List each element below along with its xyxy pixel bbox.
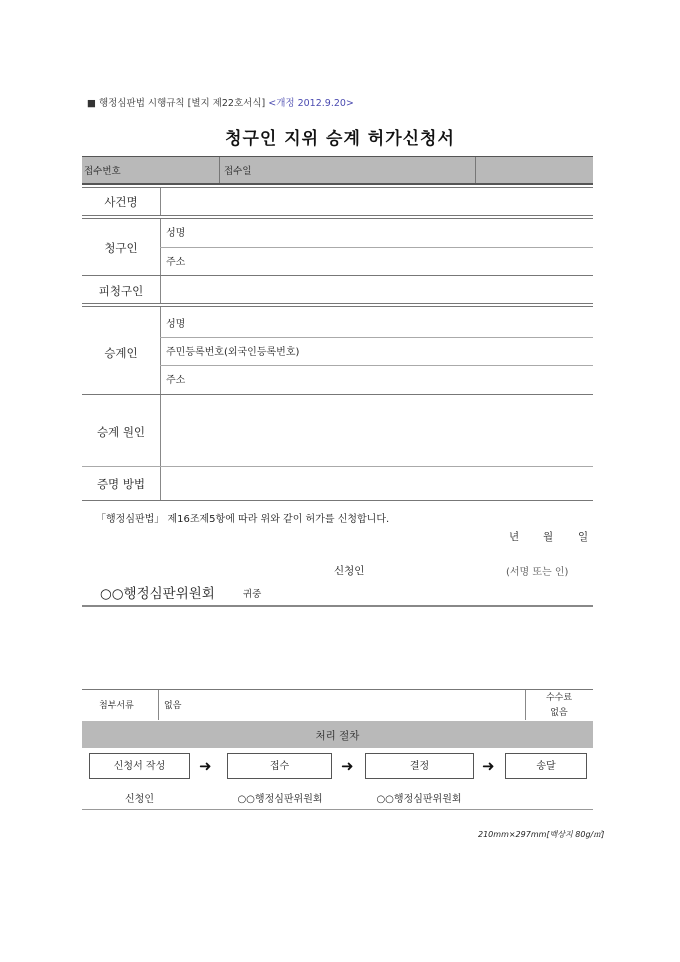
month-label: 월 (543, 531, 554, 543)
divider (82, 275, 593, 276)
addressee: ○○행정심판위원회 (100, 586, 215, 602)
divider (160, 337, 593, 338)
actor-commission: ○○행정심판위원회 (376, 794, 462, 805)
step-receipt: 접수 (227, 753, 332, 779)
year-label: 년 (509, 531, 520, 543)
divider (525, 690, 526, 720)
divider (219, 157, 220, 183)
divider (82, 215, 593, 216)
arrow-right-icon: ➜ (341, 757, 354, 775)
step-application: 신청서 작성 (89, 753, 190, 779)
divider (160, 188, 161, 215)
procedure-title: 처리 절차 (315, 730, 360, 742)
page-title: 청구인 지위 승계 허가신청서 (225, 129, 455, 149)
divider (82, 809, 593, 810)
successor-address-label: 주소 (166, 375, 186, 386)
divider (82, 187, 593, 188)
divider (160, 307, 161, 394)
fee-value: 없음 (550, 708, 568, 718)
claimant-address-label: 주소 (166, 257, 186, 268)
case-name-label: 사건명 (104, 195, 138, 209)
actor-commission: ○○행정심판위원회 (237, 794, 323, 805)
attachments-label: 첨부서류 (99, 701, 134, 711)
applicant-label: 신청인 (334, 565, 365, 577)
step-delivery: 송달 (505, 753, 587, 779)
declaration-text: 「행정심판법」 제16조제5항에 따라 위와 같이 허가를 신청합니다. (96, 514, 390, 525)
claimant-label: 청구인 (104, 241, 138, 255)
claimant-name-label: 성명 (166, 228, 186, 239)
honorific: 귀중 (243, 589, 262, 600)
actor-applicant: 신청인 (125, 794, 154, 805)
divider (82, 183, 593, 185)
attachments-value: 없음 (164, 701, 182, 711)
divider (82, 466, 593, 467)
form-reference-text: ■ 행정심판법 시행규칙 [별지 제22호서식] (87, 98, 266, 109)
proof-label: 증명 방법 (96, 477, 146, 491)
divider (82, 218, 593, 219)
fee-label: 수수료 (545, 693, 573, 703)
arrow-right-icon: ➜ (482, 757, 495, 775)
successor-name-label: 성명 (166, 319, 186, 330)
divider (82, 306, 593, 307)
successor-label: 승계인 (104, 346, 138, 360)
divider (475, 157, 476, 183)
successor-id-label: 주민등록번호(외국인등록번호) (166, 347, 300, 358)
revision-date: <개정 2012.9.20> (268, 98, 354, 109)
receipt-date-label: 접수일 (224, 166, 252, 177)
divider (160, 467, 161, 500)
day-label: 일 (578, 531, 589, 543)
divider (82, 605, 593, 607)
arrow-right-icon: ➜ (199, 757, 212, 775)
form-reference (87, 95, 354, 109)
paper-spec: 210mm×297mm[백상지 80g/㎡] (478, 830, 605, 839)
respondent-label: 피청구인 (98, 284, 144, 298)
divider (160, 395, 161, 466)
signature-label: (서명 또는 인) (506, 567, 569, 578)
receipt-number-label: 접수번호 (84, 166, 121, 177)
step-decision: 결정 (365, 753, 474, 779)
divider (160, 247, 593, 248)
divider (82, 394, 593, 395)
divider (82, 303, 593, 304)
cause-label: 승계 원인 (96, 425, 146, 439)
divider (158, 690, 159, 720)
divider (160, 276, 161, 303)
receipt-bar (82, 157, 593, 183)
divider (160, 365, 593, 366)
divider (82, 500, 593, 501)
